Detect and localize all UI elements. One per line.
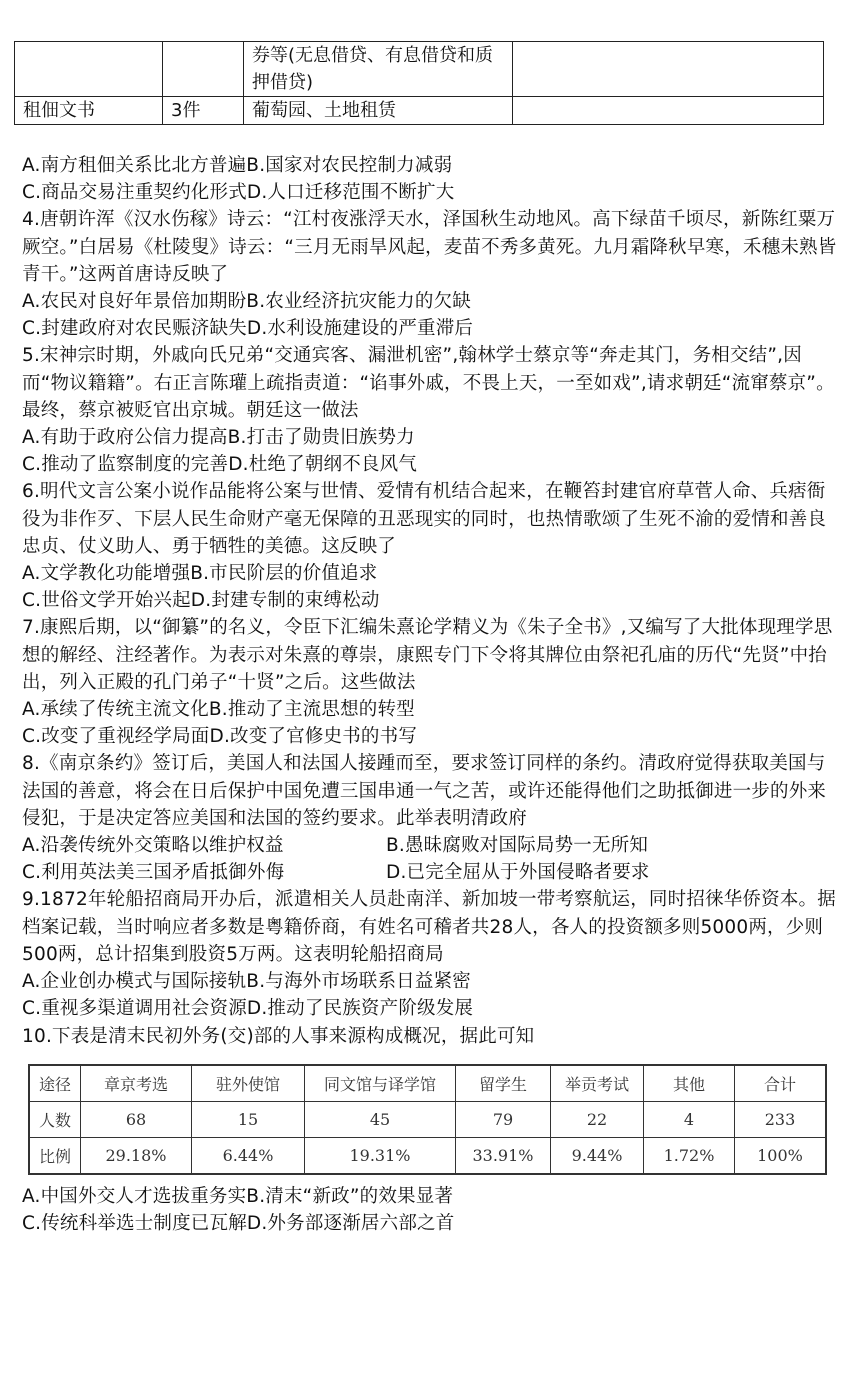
- document-table: [14, 41, 824, 125]
- table-cell: [15, 42, 163, 97]
- table-cell: 6.44%: [192, 1138, 305, 1175]
- question-stem: 9.1872年轮船招商局开办后，派遣相关人员赴南洋、新加坡一带考察航运，同时招徕华侨资本。据档案记载，当时响应者多数是粤籍侨商，有姓名可稽者共28人，各人的投资额多则5000两，少则500两，总计招集到股资5万两。这表明轮船招商局: [22, 889, 836, 965]
- table-cell: 途径: [29, 1065, 81, 1102]
- table-cell: 同文馆与译学馆: [305, 1065, 456, 1102]
- questions-block-end: [22, 1183, 842, 1237]
- table-row: [15, 42, 824, 97]
- table-cell: 葡萄园、土地租赁: [244, 97, 513, 125]
- table-cell: 233: [735, 1102, 827, 1138]
- table-cell: 3件: [163, 97, 244, 125]
- table-cell: 79: [456, 1102, 551, 1138]
- table-cell: 租佃文书: [15, 97, 163, 125]
- option-row: [22, 859, 842, 886]
- questions-block: [22, 152, 842, 1050]
- table-cell: 15: [192, 1102, 305, 1138]
- option-b: B.愚昧腐败对国际局势一无所知: [386, 835, 649, 857]
- option-row: [22, 832, 842, 859]
- table-cell: 合计: [735, 1065, 827, 1102]
- table-row: [15, 97, 824, 125]
- personnel-table: [28, 1064, 827, 1175]
- table-cell: 19.31%: [305, 1138, 456, 1175]
- option-line: A.南方租佃关系比北方普遍B.国家对农民控制力减弱: [22, 155, 453, 176]
- question-stem: 8.《南京条约》签订后，美国人和法国人接踵而至，要求签订同样的条约。清政府觉得获取美国与法国的善意，将会在日后保护中国免遭三国串通一气之苦，或许还能得他们之助抵御进一步的外来侵犯，于是决定答应美国和法国的签约要求。此举表明清政府: [22, 753, 827, 829]
- option-line: C.商品交易注重契约化形式D.人口迁移范围不断扩大: [22, 182, 455, 204]
- table-cell: 68: [81, 1102, 192, 1138]
- table-cell: 举贡考试: [551, 1065, 644, 1102]
- table-cell: 驻外使馆: [192, 1065, 305, 1102]
- option-c: C.利用英法美三国矛盾抵御外侮: [22, 862, 285, 884]
- table-cell: 4: [644, 1102, 735, 1138]
- table-cell: 留学生: [456, 1065, 551, 1102]
- table-cell: 33.91%: [456, 1138, 551, 1175]
- option-line: A.承续了传统主流文化B.推动了主流思想的转型: [22, 699, 415, 721]
- table-row: [29, 1138, 826, 1175]
- question-stem: 5.宋神宗时期，外戚向氏兄弟“交通宾客、漏泄机密”,翰林学士蔡京等“奔走其门，务相交结”,因而“物议籍籍”。右正言陈瓘上疏指责道：“谄事外戚，不畏上天，一至如戏”,请求朝廷“流窜蔡京”。最终，蔡京被贬官出京城。朝廷这一做法: [22, 345, 835, 421]
- table-cell: 章京考选: [81, 1065, 192, 1102]
- table-row: [29, 1102, 826, 1138]
- table-cell: [513, 42, 824, 97]
- option-line: C.世俗文学开始兴起D.封建专制的束缚松动: [22, 590, 380, 612]
- table-cell: 人数: [29, 1102, 81, 1138]
- table-cell: 100%: [735, 1138, 827, 1175]
- table-cell: 其他: [644, 1065, 735, 1102]
- question-stem: 7.康熙后期，以“御纂”的名义，令臣下汇编朱熹论学精义为《朱子全书》,又编写了大批体现理学思想的解经、注经著作。为表示对朱熹的尊崇，康熙专门下令将其牌位由祭祀孔庙的历代“先贤”中抬出，列入正殿的孔门弟子“十贤”之后。这些做法: [22, 617, 833, 693]
- table-cell: 券等(无息借贷、有息借贷和质押借贷): [244, 42, 513, 97]
- table-cell: 1.72%: [644, 1138, 735, 1175]
- option-line: C.重视多渠道调用社会资源D.推动了民族资产阶级发展: [22, 998, 474, 1020]
- table-cell: 9.44%: [551, 1138, 644, 1175]
- question-stem: 10.下表是清末民初外务(交)部的人事来源构成概况，据此可知: [22, 1025, 535, 1047]
- question-stem: 4.唐朝许浑《汉水伤稼》诗云：“江村夜涨浮天水，泽国秋生动地风。高下绿苗千顷尽，新陈红粟万厥空。”白居易《杜陵叟》诗云：“三月无雨旱风起，麦苗不秀多黄死。九月霜降秋早寒，禾穗未熟皆青干。”这两首唐诗反映了: [22, 209, 837, 285]
- option-line: A.有助于政府公信力提高B.打击了勋贵旧族势力: [22, 427, 415, 449]
- table-cell: [513, 97, 824, 125]
- option-line: A.中国外交人才选拔重务实B.清末“新政”的效果显著: [22, 1186, 454, 1207]
- table-cell: [163, 42, 244, 97]
- table-header-row: [29, 1065, 826, 1102]
- option-d: D.已完全屈从于外国侵略者要求: [386, 862, 650, 884]
- option-line: A.文学教化功能增强B.市民阶层的价值追求: [22, 563, 378, 585]
- option-line: C.推动了监察制度的完善D.杜绝了朝纲不良风气: [22, 454, 418, 476]
- table-cell: 45: [305, 1102, 456, 1138]
- option-line: C.传统科举选士制度已瓦解D.外务部逐渐居六部之首: [22, 1213, 455, 1235]
- table-cell: 29.18%: [81, 1138, 192, 1175]
- table-cell: 22: [551, 1102, 644, 1138]
- option-line: C.改变了重视经学局面D.改变了官修史书的书写: [22, 726, 418, 748]
- option-a: A.沿袭传统外交策略以维护权益: [22, 835, 284, 857]
- option-line: A.企业创办模式与国际接轨B.与海外市场联系日益紧密: [22, 971, 471, 993]
- table-cell: 比例: [29, 1138, 81, 1175]
- option-line: A.农民对良好年景倍加期盼B.农业经济抗灾能力的欠缺: [22, 291, 471, 313]
- question-stem: 6.明代文言公案小说作品能将公案与世情、爱情有机结合起来，在鞭笞封建官府草菅人命、兵痞衙役为非作歹、下层人民生命财产毫无保障的丑恶现实的同时，也热情歌颂了生死不渝的爱情和善良忠贞、仗义助人、勇于牺牲的美德。这反映了: [22, 481, 827, 557]
- option-line: C.封建政府对农民赈济缺失D.水利设施建设的严重滞后: [22, 318, 474, 340]
